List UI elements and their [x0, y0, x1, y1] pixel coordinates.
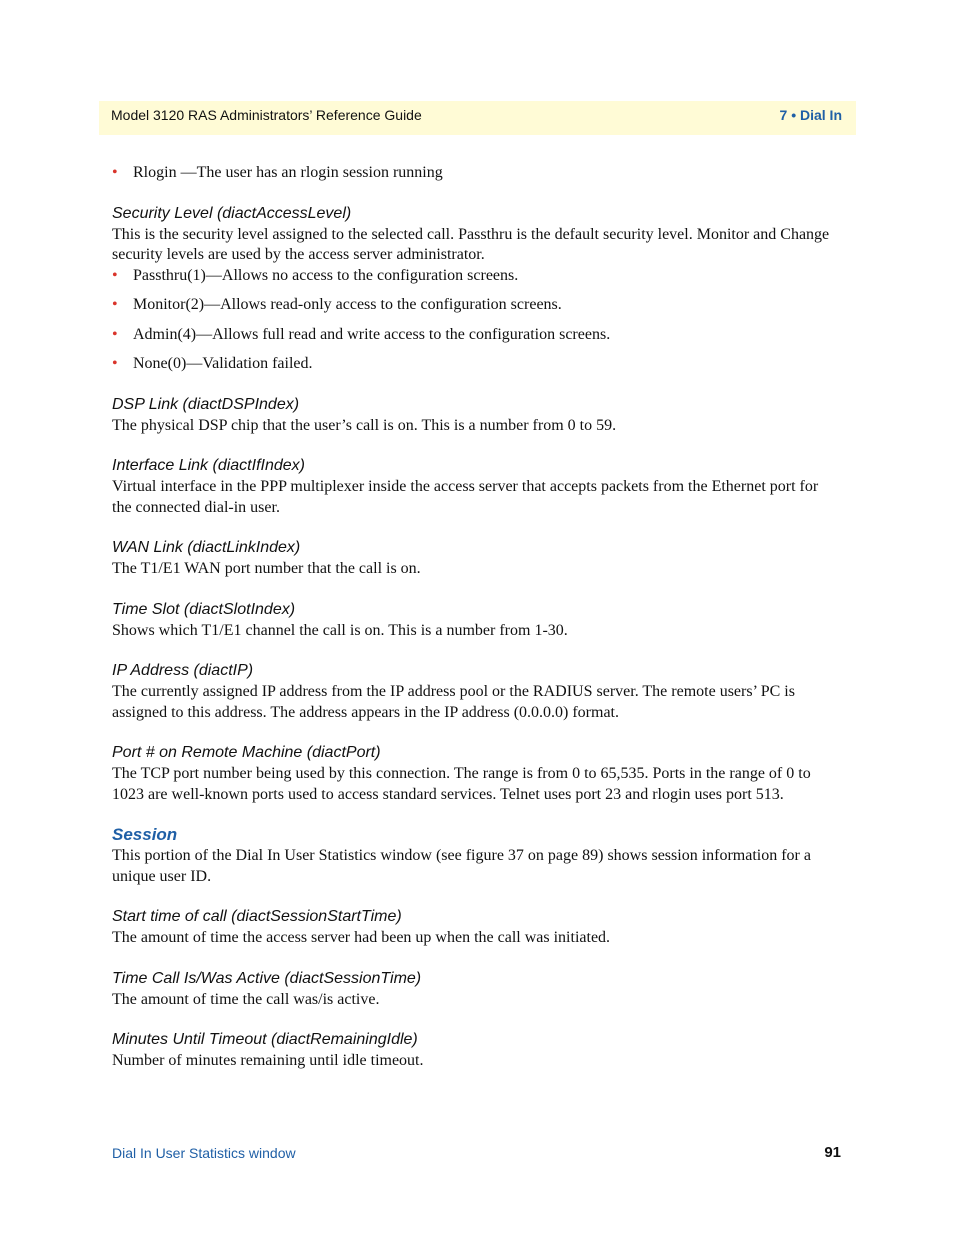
field-heading-time-slot: Time Slot (diactSlotIndex) — [112, 600, 296, 618]
field-description-remote-port: The TCP port number being used by this connection. The range is from 0 to 65,535. Ports in the range of 0 to 1023 are well-known ports used to access standard services. Telnet uses port 23 and rlogin uses port 513. — [112, 765, 811, 803]
header-title: Model 3120 RAS Administrators’ Reference Guide — [111, 107, 422, 123]
page-body — [112, 163, 840, 1072]
bullet-icon: • — [112, 325, 118, 343]
field-description-wan-link: The T1/E1 WAN port number that the call is on. — [112, 560, 421, 577]
field-heading-remote-port: Port # on Remote Machine (diactPort) — [112, 744, 381, 761]
list-item — [112, 354, 840, 375]
list-item-text: None(0)—Validation failed. — [133, 355, 313, 372]
security-level-list — [112, 266, 840, 375]
field-description-start-time: The amount of time the access server had been up when the call was initiated. — [112, 929, 611, 946]
field-description-session-time: The amount of time the call was/is active. — [112, 990, 380, 1008]
section-description-session: This portion of the Dial In User Statistics window (see figure 37 on page 89) shows session information for a unique user ID. — [112, 847, 811, 885]
bullet-icon: • — [112, 355, 118, 372]
bullet-icon: • — [112, 266, 118, 284]
field-heading-wan-link: WAN Link (diactLinkIndex) — [112, 539, 301, 556]
field-heading-ip-address: IP Address (diactIP) — [112, 662, 254, 679]
field-heading-security-level: Security Level (diactAccessLevel) — [112, 204, 352, 222]
list-item — [112, 266, 840, 287]
field-description-time-slot: Shows which T1/E1 channel the call is on. This is a number from 1-30. — [112, 621, 568, 639]
intro-bullet-list — [112, 163, 840, 184]
list-item-text: Monitor(2)—Allows read-only access to the configuration screens. — [133, 296, 562, 313]
bullet-icon: • — [112, 296, 118, 313]
field-heading-interface-link: Interface Link (diactIfIndex) — [112, 457, 305, 474]
running-header — [99, 101, 856, 135]
bullet-icon: • — [112, 164, 118, 181]
list-item-text: Rlogin —The user has an rlogin session running — [133, 164, 443, 181]
field-heading-session-time: Time Call Is/Was Active (diactSessionTime) — [112, 969, 422, 987]
list-item-text: Passthru(1)—Allows no access to the configuration screens. — [133, 266, 519, 284]
field-heading-remaining-idle: Minutes Until Timeout (diactRemainingIdle) — [112, 1031, 418, 1048]
list-item — [112, 325, 840, 346]
list-item — [112, 163, 840, 184]
list-item — [112, 295, 840, 316]
list-item-text: Admin(4)—Allows full read and write access to the configuration screens. — [133, 325, 611, 343]
field-description-interface-link: Virtual interface in the PPP multiplexer inside the access server that accepts packets from the Ethernet port for the connected dial-in user. — [112, 478, 819, 516]
section-heading-session: Session — [112, 825, 178, 844]
field-description-security-level: This is the security level assigned to the selected call. Passthru is the default security level. Monitor and Change security levels are used by the access server administrator. — [112, 225, 830, 263]
header-chapter: 7 • Dial In — [779, 107, 842, 123]
field-description-ip-address: The currently assigned IP address from the IP address pool or the RADIUS server. The remote users’ PC is assigned to this address. The address appears in the IP address (0.0.0.0) format. — [112, 683, 795, 721]
field-description-remaining-idle: Number of minutes remaining until idle timeout. — [112, 1052, 424, 1069]
page-number: 91 — [824, 1144, 841, 1161]
field-heading-start-time: Start time of call (diactSessionStartTime) — [112, 908, 402, 925]
footer-section-link[interactable]: Dial In User Statistics window — [112, 1145, 296, 1161]
field-description-dsp-link: The physical DSP chip that the user’s call is on. This is a number from 0 to 59. — [112, 416, 617, 434]
field-heading-dsp-link: DSP Link (diactDSPIndex) — [112, 395, 300, 413]
